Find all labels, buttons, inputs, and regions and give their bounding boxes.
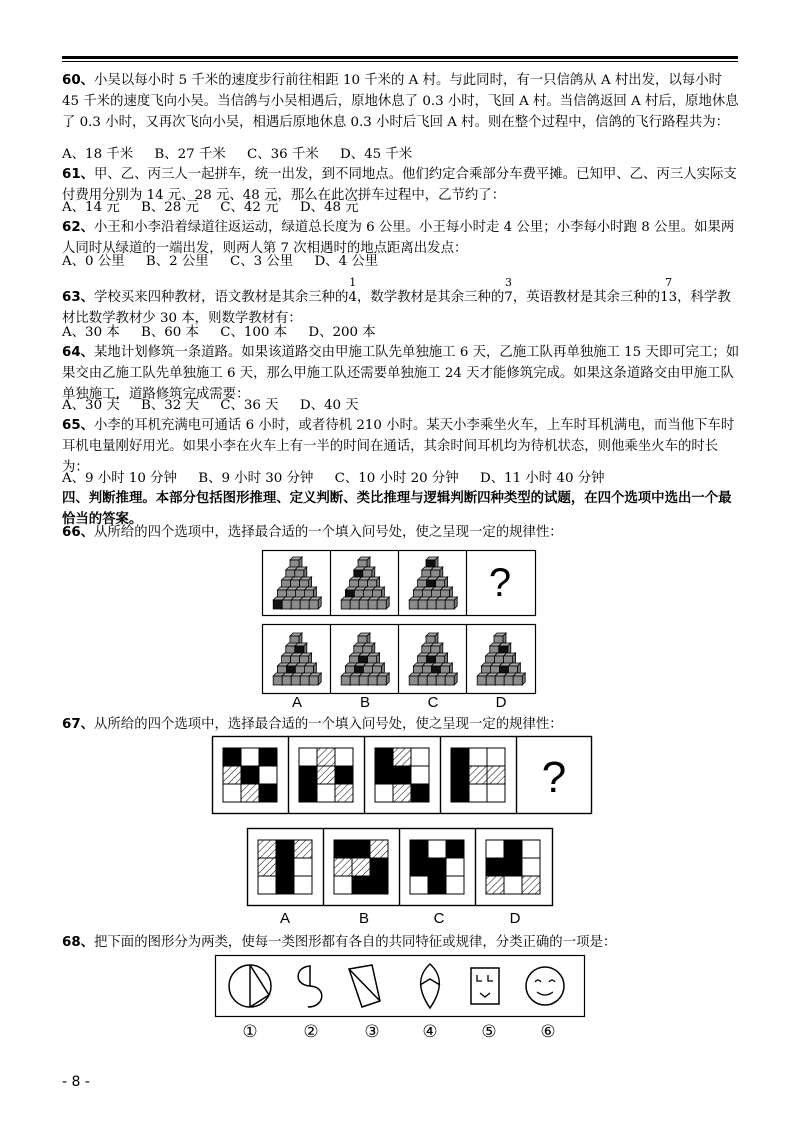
options-65: A、9 小时 10 分钟 B、9 小时 30 分钟 C、10 小时 20 分钟 D、11 小时 40 分钟 (62, 471, 605, 486)
q67-label-b: B (358, 910, 369, 927)
page-number: - 8 - (62, 1074, 90, 1090)
question-64: 64、某地计划修筑一条道路。如果该道路交由甲施工队先单独施工 6 天，乙施工队再单独施工 15 天即可完工；如果交由乙施工队先单独施工 6 天，那么甲施工队还需要单独施工 24 天才能修筑完成。如果这条道路交由甲施工队单独施工，道路修筑完成需要： (62, 345, 740, 402)
q66-option-c (409, 633, 457, 685)
q67-figure-4 (451, 748, 505, 802)
question-63: 63、学校买来四种教材，语文教材是其余三种的 1 4，数学教材是其余三种的 3 7，英语教材是其余三种的 7 13，科学教材比数学教材少 30 本，则数学教材有： (62, 276, 731, 326)
q68-label-2: ② (303, 1022, 319, 1042)
q67-option-a (258, 840, 312, 894)
q67-figure-1 (223, 748, 277, 802)
options-64: A、30 天 B、32 天 C、36 天 D、40 天 (62, 398, 359, 413)
q66-label-a: A (291, 694, 302, 711)
shape-6-smiley (526, 967, 564, 1005)
shape-2-s-curve (298, 966, 322, 1007)
q67-figure-2 (299, 748, 353, 802)
q66-option-d (477, 633, 525, 685)
fraction-7-13: 7 13 (660, 276, 678, 305)
question-62: 62、小王和小李沿着绿道往返运动，绿道总长度为 6 公里。小王每小时走 4 公里；小李每小时跑 8 公里。如果两人同时从绿道的一端出发，则两人第 7 次相遇时的地点距离出发点： (62, 220, 735, 256)
shape-4-leaf (420, 964, 440, 1008)
q68-label-6: ⑥ (540, 1022, 556, 1042)
shape-3-quadrilateral (349, 965, 380, 1007)
question-66: 66、从所给的四个选项中，选择最合适的一个填入问号处，使之呈现一定的规律性： (62, 525, 563, 540)
q66-figure-sequence (262, 550, 536, 616)
q66-option-a (273, 633, 321, 685)
q66-figure-3 (409, 557, 457, 609)
q67-label-a: A (279, 910, 290, 927)
q67-option-d (486, 840, 540, 894)
options-63: A、30 本 B、60 本 C、100 本 D、200 本 (62, 325, 376, 340)
q67-answer-options (247, 828, 553, 906)
question-60: 60、小吴以每小时 5 千米的速度步行前往相距 10 千米的 A 村。与此同时，有一只信鸽从 A 村出发，以每小时 45 千米的速度飞向小吴。当信鸽与小吴相遇后，原地休息了 0.3 小时，飞回 A 村。当信鸽返回 A 村后，原地休息了 0.3 小时，又再次飞向小吴，相遇后原地休息 0.3 小时后飞回 A 村。则在整个过程中，信鸽的飞行路程共为： (62, 73, 739, 130)
q66-figure-2 (341, 557, 389, 609)
q67-label-c: C (433, 910, 445, 927)
q66-label-b: B (359, 694, 370, 711)
q68-label-1: ① (242, 1022, 258, 1042)
header-rule-thin (62, 61, 738, 62)
question-61: 61、甲、乙、丙三人一起拼车，统一出发，到不同地点。他们约定合乘部分车费平摊。已知甲、乙、丙三人实际支付费用分别为 14 元、28 元、48 元，那么在此次拼车过程中，乙节约了： (62, 167, 737, 203)
shape-5-square-face (471, 968, 499, 1004)
q66-figure-1 (273, 557, 321, 609)
q66-label-c: C (427, 694, 439, 711)
q67-label-d: D (509, 910, 521, 927)
options-60: A、18 千米 B、27 千米 C、36 千米 D、45 千米 (62, 147, 413, 162)
q67-option-c (410, 840, 464, 894)
question-68: 68、把下面的图形分为两类，使每一类图形都有各自的共同特征或规律，分类正确的一项是： (62, 935, 617, 950)
q68-label-4: ④ (422, 1022, 438, 1042)
q66-option-b (341, 633, 389, 685)
q66-answer-options (262, 624, 536, 694)
q67-option-b (334, 840, 388, 894)
question-67: 67、从所给的四个选项中，选择最合适的一个填入问号处，使之呈现一定的规律性： (62, 717, 563, 732)
fraction-3-7: 3 7 (504, 276, 513, 305)
header-rule-thick (62, 56, 738, 59)
q66-question-mark: ? (488, 561, 512, 605)
q67-question-mark: ? (541, 753, 567, 802)
q68-figure-row (215, 955, 585, 1017)
shape-1-circle-triangle (229, 965, 271, 1007)
q68-label-5: ⑤ (481, 1022, 497, 1042)
options-61: A、14 元 B、28 元 C、42 元 D、48 元 (62, 200, 359, 215)
q67-figure-sequence (212, 736, 592, 814)
options-62: A、0 公里 B、2 公里 C、3 公里 D、4 公里 (62, 254, 379, 269)
fraction-1-4: 1 4 (348, 276, 357, 305)
q67-figure-3 (375, 748, 429, 802)
q66-label-d: D (495, 694, 507, 711)
q68-label-3: ③ (364, 1022, 380, 1042)
section-heading: 四、判断推理。本部分包括图形推理、定义判断、类比推理与逻辑判断四种类型的试题，在四个选项中选出一个最恰当的答案。 (62, 491, 732, 527)
question-65: 65、小李的耳机充满电可通话 6 小时，或者待机 210 小时。某天小李乘坐火车，上车时耳机满电，而当他下车时耳机电量刚好用光。如果小李在火车上有一半的时间在通话，其余时间耳机均为待机状态，则他乘坐火车的时长为： (62, 418, 735, 475)
